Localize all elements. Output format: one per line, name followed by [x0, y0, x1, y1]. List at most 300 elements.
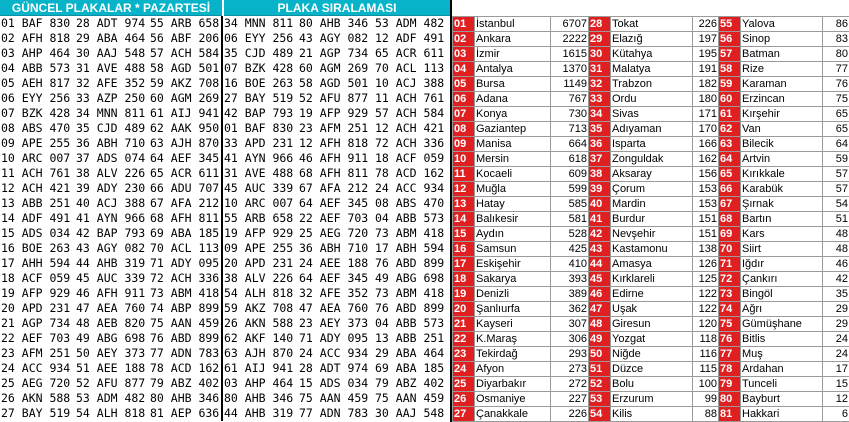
plate-count: 51: [823, 212, 849, 227]
plate-cell: 03 AHP 464: [1, 46, 71, 60]
plate-count: 767: [551, 92, 589, 107]
city-name: Erzurum: [611, 392, 693, 407]
plate-cell: 50 AEY 373: [76, 346, 146, 360]
city-name: Manisa: [475, 137, 551, 152]
city-name: Bartın: [741, 212, 823, 227]
plate-cell: 55 ARB 658: [224, 211, 294, 225]
city-name: Hatay: [475, 197, 551, 212]
plate-cell: 31 AVE 488: [76, 61, 146, 75]
plate-count: 138: [693, 242, 719, 257]
plate-cell: 47 AEA 760: [76, 301, 146, 315]
rank-number: 32: [589, 77, 611, 92]
plate-count: 120: [693, 317, 719, 332]
city-name: Uşak: [611, 302, 693, 317]
plate-count: 599: [551, 182, 589, 197]
city-name: Çorum: [611, 182, 693, 197]
plate-cell: 20 APD 231: [224, 256, 294, 270]
plate-count: 170: [693, 122, 719, 137]
plate-cell: 59 AKZ 708: [224, 301, 294, 315]
rank-number: 02: [453, 32, 475, 47]
plate-cell: 14 ADF 491: [1, 211, 71, 225]
city-name: Çanakkale: [475, 407, 551, 422]
rank-number: 60: [719, 92, 741, 107]
ranking-row: [453, 302, 849, 317]
ranking-row: [453, 137, 849, 152]
plate-cell: 21 AGP 734: [299, 46, 369, 60]
city-name: Gümüşhane: [741, 317, 823, 332]
plate-cell: 29 ABA 464: [76, 31, 146, 45]
plate-cell: 72 ACH 336: [375, 136, 445, 150]
plate-row: [0, 121, 450, 136]
plate-cell: 67 AFA 212: [149, 196, 222, 211]
city-name: Sinop: [741, 32, 823, 47]
ranking-row: [453, 212, 849, 227]
plate-count: 226: [551, 407, 589, 422]
rank-number: 29: [589, 32, 611, 47]
city-name: Kırşehir: [741, 107, 823, 122]
plate-cell: 80 AHB 346: [149, 391, 222, 406]
plate-count: 730: [551, 107, 589, 122]
rank-number: 73: [719, 287, 741, 302]
plate-cell: 23 AEY 373: [299, 316, 369, 330]
plate-cell: 80 AHB 346: [224, 391, 294, 405]
plate-row: [0, 286, 450, 301]
plate-cell: 12 ADF 491: [375, 31, 445, 45]
plate-cell: 12 ACH 421: [375, 121, 445, 135]
plate-count: 306: [551, 332, 589, 347]
plate-cell: 22 AEF 703: [1, 331, 71, 345]
plate-cell: 11 ACH 761: [1, 166, 71, 180]
rank-number: 51: [589, 362, 611, 377]
plate-cell: 63 AJH 870: [224, 346, 294, 360]
plate-cell: 06 EYY 256: [224, 31, 294, 45]
plate-cell: 81 AEP 636: [149, 406, 222, 421]
plate-row: [0, 346, 450, 361]
rank-number: 38: [589, 167, 611, 182]
plate-cell: 47 AEA 760: [299, 301, 369, 315]
plate-cell: 05 AEH 817: [1, 76, 71, 90]
plate-cell: 73 ABM 418: [375, 226, 445, 240]
plate-count: 12: [823, 392, 849, 407]
plate-row: [0, 151, 450, 166]
rank-number: 10: [453, 152, 475, 167]
rank-number: 61: [719, 107, 741, 122]
city-name: Batman: [741, 47, 823, 62]
plate-count: 17: [823, 362, 849, 377]
plate-cell: 37 ADS 074: [76, 151, 146, 165]
rank-number: 59: [719, 77, 741, 92]
city-name: Elazığ: [611, 32, 693, 47]
plate-row: [0, 331, 450, 346]
rank-number: 12: [453, 182, 475, 197]
plate-cell: 54 ALH 818: [76, 406, 146, 420]
plate-count: 75: [823, 92, 849, 107]
rank-number: 37: [589, 152, 611, 167]
rank-number: 74: [719, 302, 741, 317]
rank-number: 57: [719, 47, 741, 62]
plate-row: [0, 61, 450, 76]
rank-number: 25: [453, 377, 475, 392]
plate-cell: 49 ABG 698: [375, 271, 445, 285]
plate-cell: 62 AAK 950: [149, 121, 222, 136]
ranking-row: [453, 107, 849, 122]
city-name: Hakkari: [741, 407, 823, 422]
rank-number: 45: [589, 272, 611, 287]
ranking-row: [453, 227, 849, 242]
plate-cell: 27 BAY 519: [1, 406, 71, 420]
plate-cell: 34 MNN 811: [76, 106, 146, 120]
plate-row: [0, 31, 450, 46]
plate-row: [0, 406, 450, 421]
plate-cell: 76 ABD 899: [375, 301, 445, 315]
plate-cell: 75 AAN 459: [149, 316, 222, 331]
ranking-row: [453, 197, 849, 212]
rank-number: 62: [719, 122, 741, 137]
plate-count: 125: [693, 272, 719, 287]
rank-number: 43: [589, 242, 611, 257]
city-name: Mardin: [611, 197, 693, 212]
ranking-row: [453, 92, 849, 107]
plate-cell: 04 ABB 573: [375, 211, 445, 225]
plate-count: 126: [693, 257, 719, 272]
plate-count: 6: [823, 407, 849, 422]
header-plate-ranking: PLAKA SIRALAMASI: [224, 0, 450, 16]
plate-cell: 64 AEF 345: [299, 196, 369, 210]
plate-count: 83: [823, 32, 849, 47]
plates-grid: [0, 16, 450, 422]
plate-cell: 39 ADY 230: [76, 181, 146, 195]
plate-cell: 29 ABA 464: [375, 346, 445, 360]
plate-row: [0, 226, 450, 241]
city-name: Siirt: [741, 242, 823, 257]
rank-number: 48: [589, 317, 611, 332]
plate-count: 153: [693, 197, 719, 212]
plate-cell: 09 APE 255: [224, 241, 294, 255]
rank-number: 09: [453, 137, 475, 152]
plate-cell: 06 EYY 256: [1, 91, 71, 105]
plate-cell: 25 AEG 720: [299, 226, 369, 240]
plate-count: 273: [551, 362, 589, 377]
rank-number: 63: [719, 137, 741, 152]
plate-cell: 76 ABD 899: [149, 331, 222, 346]
rank-number: 44: [589, 257, 611, 272]
city-name: Eskişehir: [475, 257, 551, 272]
rank-number: 28: [589, 17, 611, 32]
rank-number: 76: [719, 332, 741, 347]
plate-cell: 53 ADM 482: [375, 16, 445, 30]
plate-count: 1370: [551, 62, 589, 77]
plate-cell: 43 AGY 082: [76, 241, 146, 255]
plate-cell: 07 BZK 428: [224, 61, 294, 75]
plate-cell: 52 AFU 877: [299, 91, 369, 105]
city-name: Artvin: [741, 152, 823, 167]
plate-count: 425: [551, 242, 589, 257]
city-name: Kırıkkale: [741, 167, 823, 182]
ranking-grid: [452, 16, 849, 422]
rank-number: 11: [453, 167, 475, 182]
rank-number: 05: [453, 77, 475, 92]
plate-count: 116: [693, 347, 719, 362]
rank-number: 70: [719, 242, 741, 257]
rank-number: 07: [453, 107, 475, 122]
plate-cell: 19 AFP 929: [1, 286, 71, 300]
plate-count: 581: [551, 212, 589, 227]
plate-count: 153: [693, 182, 719, 197]
city-name: Diyarbakır: [475, 377, 551, 392]
plate-count: 35: [823, 287, 849, 302]
plate-cell: 55 ARB 658: [149, 16, 222, 31]
city-name: Denizli: [475, 287, 551, 302]
plate-count: 389: [551, 287, 589, 302]
plate-cell: 23 AFM 251: [299, 121, 369, 135]
plate-cell: 21 AGP 734: [1, 316, 71, 330]
plate-row: [0, 256, 450, 271]
plate-count: 59: [823, 152, 849, 167]
city-name: Aydın: [475, 227, 551, 242]
plate-cell: 61 AIJ 941: [224, 361, 294, 375]
plate-count: 100: [693, 377, 719, 392]
plate-cell: 24 AEE 188: [299, 256, 369, 270]
rank-number: 30: [589, 47, 611, 62]
rank-number: 66: [719, 182, 741, 197]
rank-number: 15: [453, 227, 475, 242]
plate-cell: 08 ABS 470: [1, 121, 71, 135]
plate-row: [0, 301, 450, 316]
city-name: Kayseri: [475, 317, 551, 332]
plate-cell: 10 ARC 007: [1, 151, 71, 165]
plate-cell: 62 AKF 140: [224, 331, 294, 345]
plate-cell: 75 AAN 459: [299, 391, 369, 405]
ranking-row: [453, 62, 849, 77]
rank-number: 42: [589, 227, 611, 242]
ranking-row: [453, 17, 849, 32]
plate-cell: 41 AYN 966: [76, 211, 146, 225]
plate-cell: 24 ACC 934: [1, 361, 71, 375]
plate-row: [0, 316, 450, 331]
plate-cell: 68 AFH 811: [149, 211, 222, 226]
plate-cell: 71 ADY 095: [149, 256, 222, 271]
plate-cell: 36 ABH 710: [76, 136, 146, 150]
plate-cell: 04 ABB 573: [1, 61, 71, 75]
rank-number: 79: [719, 377, 741, 392]
city-name: Niğde: [611, 347, 693, 362]
plate-count: 528: [551, 227, 589, 242]
plate-count: 664: [551, 137, 589, 152]
city-name: Adana: [475, 92, 551, 107]
plate-cell: 56 ABF 206: [149, 31, 222, 46]
plate-cell: 57 ACH 584: [375, 106, 445, 120]
plate-cell: 70 ACL 113: [149, 241, 222, 256]
rank-number: 24: [453, 362, 475, 377]
city-name: Amasya: [611, 257, 693, 272]
plate-cell: 33 APD 231: [224, 136, 294, 150]
city-name: Gaziantep: [475, 122, 551, 137]
plate-row: [0, 271, 450, 286]
city-name: Bitlis: [741, 332, 823, 347]
plate-count: 48: [823, 242, 849, 257]
rank-number: 53: [589, 392, 611, 407]
rank-number: 39: [589, 182, 611, 197]
plate-cell: 69 ABA 185: [375, 361, 445, 375]
plate-cell: 28 ADT 974: [76, 16, 146, 30]
plate-count: 272: [551, 377, 589, 392]
city-name: Kilis: [611, 407, 693, 422]
ranking-row: [453, 392, 849, 407]
rank-number: 46: [589, 287, 611, 302]
plate-cell: 38 ALV 226: [224, 271, 294, 285]
plate-count: 182: [693, 77, 719, 92]
plate-cell: 80 AHB 346: [299, 16, 369, 30]
rank-number: 35: [589, 122, 611, 137]
city-name: Adıyaman: [611, 122, 693, 137]
plate-count: 618: [551, 152, 589, 167]
plate-cell: 58 AGD 501: [299, 76, 369, 90]
plate-cell: 78 ACD 162: [375, 166, 445, 180]
rank-number: 31: [589, 62, 611, 77]
city-name: Bilecik: [741, 137, 823, 152]
rank-number: 69: [719, 227, 741, 242]
city-name: Bursa: [475, 77, 551, 92]
city-name: K.Maraş: [475, 332, 551, 347]
plate-cell: 54 ALH 818: [224, 286, 294, 300]
rank-number: 36: [589, 137, 611, 152]
plate-count: 29: [823, 317, 849, 332]
rank-number: 22: [453, 332, 475, 347]
city-name: Malatya: [611, 62, 693, 77]
plate-cell: 60 AGM 269: [299, 61, 369, 75]
city-name: Karaman: [741, 77, 823, 92]
plate-cell: 65 ACR 611: [375, 46, 445, 60]
plate-cell: 13 ABB 251: [1, 196, 71, 210]
city-name: Zonguldak: [611, 152, 693, 167]
plate-cell: 17 AHH 594: [1, 256, 71, 270]
plate-count: 585: [551, 197, 589, 212]
city-name: Tekirdağ: [475, 347, 551, 362]
plate-cell: 03 AHP 464: [224, 376, 294, 390]
plate-cell: 68 AFH 811: [299, 166, 369, 180]
plate-cell: 61 AIJ 941: [149, 106, 222, 121]
plate-cell: 02 AFH 818: [1, 31, 71, 45]
plate-cell: 18 ACF 059: [1, 271, 71, 285]
plate-cell: 30 AAJ 548: [76, 46, 146, 60]
plate-count: 15: [823, 377, 849, 392]
rank-number: 75: [719, 317, 741, 332]
plate-cell: 59 AKZ 708: [149, 76, 222, 91]
rank-number: 80: [719, 392, 741, 407]
plate-cell: 45 AUC 339: [224, 181, 294, 195]
plate-cell: 57 ACH 584: [149, 46, 222, 61]
plate-row: [0, 211, 450, 226]
city-name: İstanbul: [475, 17, 551, 32]
plate-count: 64: [823, 137, 849, 152]
plate-cell: 27 BAY 519: [224, 91, 294, 105]
city-name: Aksaray: [611, 167, 693, 182]
ranking-row: [453, 287, 849, 302]
plate-count: 65: [823, 122, 849, 137]
plate-cell: 31 AVE 488: [224, 166, 294, 180]
plate-cell: 79 ABZ 402: [149, 376, 222, 391]
plate-count: 115: [693, 362, 719, 377]
ranking-row: [453, 152, 849, 167]
plate-cell: 51 AEE 188: [76, 361, 146, 375]
ranking-row: [453, 377, 849, 392]
rank-number: 26: [453, 392, 475, 407]
ranking-row: [453, 362, 849, 377]
plate-count: 197: [693, 32, 719, 47]
plate-cell: 41 AYN 966: [224, 151, 294, 165]
city-name: Osmaniye: [475, 392, 551, 407]
plate-cell: 69 ABA 185: [149, 226, 222, 241]
rank-number: 23: [453, 347, 475, 362]
city-name: Yozgat: [611, 332, 693, 347]
plate-cell: 17 ABH 594: [375, 241, 445, 255]
plate-count: 362: [551, 302, 589, 317]
rank-number: 55: [719, 17, 741, 32]
plate-count: 1615: [551, 47, 589, 62]
plate-count: 46: [823, 257, 849, 272]
rank-number: 78: [719, 362, 741, 377]
rank-number: 19: [453, 287, 475, 302]
plate-cell: 35 CJD 489: [76, 121, 146, 135]
plate-cell: 10 ACJ 388: [375, 76, 445, 90]
plate-count: 99: [693, 392, 719, 407]
plate-cell: 19 AFP 929: [299, 106, 369, 120]
plate-cell: 46 AFH 911: [76, 286, 146, 300]
plate-cell: 49 ABG 698: [76, 331, 146, 345]
plate-cell: 36 ABH 710: [299, 241, 369, 255]
city-name: Kocaeli: [475, 167, 551, 182]
plate-count: 191: [693, 62, 719, 77]
plate-cell: 45 AUC 339: [76, 271, 146, 285]
plate-cell: 76 ABD 899: [375, 256, 445, 270]
rank-number: 27: [453, 407, 475, 422]
ranking-row: [453, 77, 849, 92]
ranking-row: [453, 242, 849, 257]
plate-row: [0, 241, 450, 256]
city-name: Erzincan: [741, 92, 823, 107]
plate-cell: 08 ABS 470: [375, 196, 445, 210]
rank-number: 17: [453, 257, 475, 272]
plate-count: 42: [823, 272, 849, 287]
plate-count: 151: [693, 212, 719, 227]
rank-number: 56: [719, 32, 741, 47]
plate-cell: 64 AEF 345: [299, 271, 369, 285]
plate-row: [0, 91, 450, 106]
plate-cell: 28 ADT 974: [299, 361, 369, 375]
plate-cell: 04 ABB 573: [375, 316, 445, 330]
ranking-table: [452, 16, 849, 422]
ranking-row: [453, 272, 849, 287]
plate-cell: 52 AFU 877: [76, 376, 146, 390]
plate-count: 65: [823, 107, 849, 122]
plate-count: 24: [823, 332, 849, 347]
plate-row: [0, 391, 450, 406]
plate-cell: 77 ADN 783: [299, 406, 369, 420]
plate-cell: 23 AFM 251: [1, 346, 71, 360]
plate-cell: 22 AEF 703: [299, 211, 369, 225]
plate-count: 6707: [551, 17, 589, 32]
plate-count: 166: [693, 137, 719, 152]
plate-cell: 16 BOE 263: [224, 76, 294, 90]
plate-cell: 10 ARC 007: [224, 196, 294, 210]
plate-count: 195: [693, 47, 719, 62]
rank-number: 52: [589, 377, 611, 392]
plate-count: 29: [823, 302, 849, 317]
plate-count: 122: [693, 302, 719, 317]
plate-cell: 09 APE 255: [1, 136, 71, 150]
plate-cell: 64 AEF 345: [149, 151, 222, 166]
plate-cell: 30 AAJ 548: [375, 406, 445, 420]
